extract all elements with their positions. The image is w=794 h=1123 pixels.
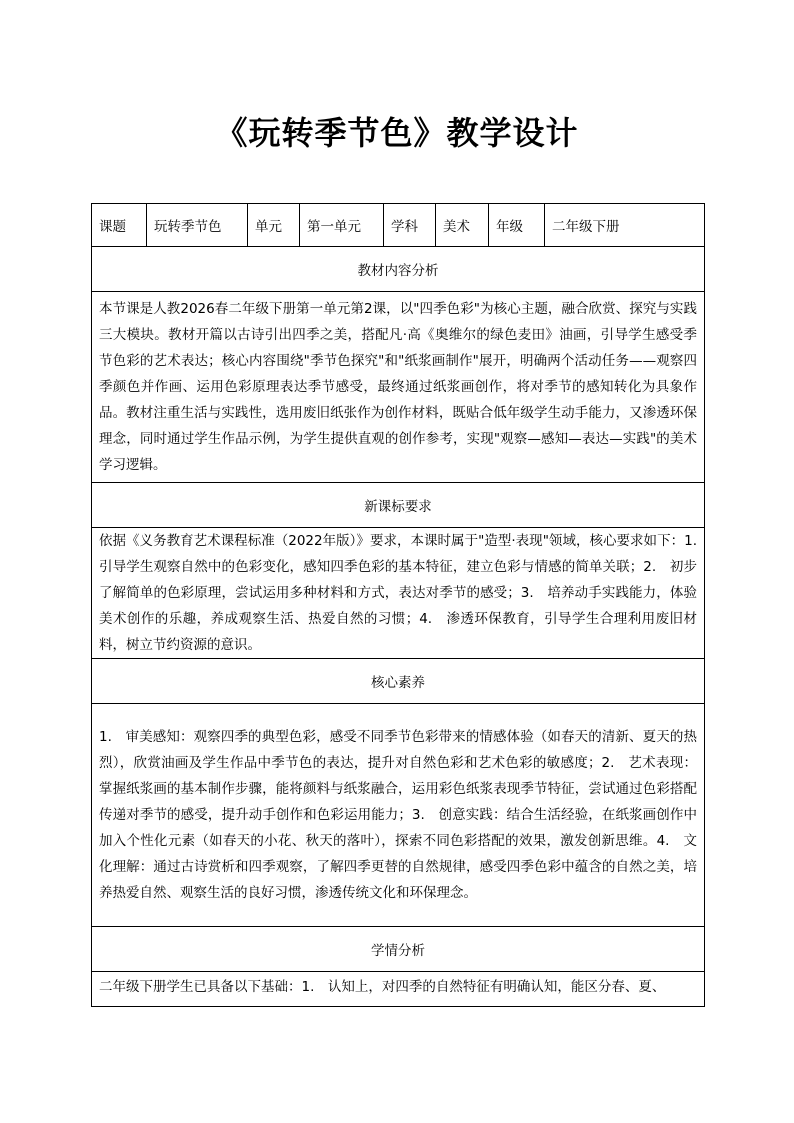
page-title: 《玩转季节色》教学设计 [215, 114, 579, 152]
section-heading-row [92, 483, 705, 528]
section-heading-literacy: 核心素养 [92, 659, 705, 704]
subject-label: 学科 [384, 204, 436, 247]
lesson-plan-table [91, 203, 711, 1007]
section-content-row [92, 704, 705, 927]
section-heading-curriculum: 新课标要求 [92, 483, 705, 528]
section-heading-textbook: 教材内容分析 [92, 247, 705, 292]
topic-label: 课题 [92, 204, 147, 247]
subject-value: 美术 [436, 204, 489, 247]
section-heading-row [92, 927, 705, 972]
section-heading-row [92, 247, 705, 292]
section-content-students: 二年级下册学生已具备以下基础：1. 认知上，对四季的自然特征有明确认知，能区分春、夏、 [99, 979, 666, 995]
section-content-row [92, 292, 705, 483]
topic-value: 玩转季节色 [147, 204, 248, 247]
section-content-curriculum: 依据《义务教育艺术课程标准（2022年版）》要求，本课时属于"造型·表现"领域，核心要求如下：1. 引导学生观察自然中的色彩变化，感知四季色彩的基本特征，建立色彩与情感的简单关联；2. 初步了解简单的色彩原理，尝试运用多种材料和方式，表达对季节的感受；3. 培养动手实践能力，体验美术创作的乐趣，养成观察生活、热爱自然的习惯；4. 渗透环保教育，引导学生合理利用废旧材料，树立节约资源的意识。 [92, 528, 705, 659]
section-content-row [92, 972, 705, 1007]
unit-label: 单元 [248, 204, 300, 247]
section-heading-students: 学情分析 [92, 927, 705, 972]
section-content-literacy: 1. 审美感知：观察四季的典型色彩，感受不同季节色彩带来的情感体验（如春天的清新、夏天的热烈），欣赏油画及学生作品中季节色的表达，提升对自然色彩和艺术色彩的敏感度；2. 艺术表现：掌握纸浆画的基本制作步骤，能将颜料与纸浆融合，运用彩色纸浆表现季节特征，尝试通过色彩搭配传递对季节的感受，提升动手创作和色彩运用能力；3. 创意实践：结合生活经验，在纸浆画创作中加入个性化元素（如春天的小花、秋天的落叶），探索不同色彩搭配的效果，激发创新思维。4. 文化理解：通过古诗赏析和四季观察，了解四季更替的自然规律，感受四季色彩中蕴含的自然之美，培养热爱自然、观察生活的良好习惯，渗透传统文化和环保理念。 [92, 704, 705, 927]
grade-value: 二年级下册 [545, 204, 705, 247]
section-content-textbook: 本节课是人教2026春二年级下册第一单元第2课，以"四季色彩"为核心主题，融合欣赏、探究与实践三大模块。教材开篇以古诗引出四季之美，搭配凡·高《奥维尔的绿色麦田》油画，引导学生感受季节色彩的艺术表达；核心内容围绕"季节色探究"和"纸浆画制作"展开，明确两个活动任务——观察四季颜色并作画、运用色彩原理表达季节感受，最终通过纸浆画创作，将对季节的感知转化为具象作品。教材注重生活与实践性，选用废旧纸张作为创作材料，既贴合低年级学生动手能力，又渗透环保理念，同时通过学生作品示例，为学生提供直观的创作参考，实现"观察—感知—表达—实践"的美术学习逻辑。 [92, 292, 705, 483]
section-content-students-cell [92, 972, 705, 1007]
unit-value: 第一单元 [300, 204, 384, 247]
section-heading-row [92, 659, 705, 704]
section-content-row [92, 528, 705, 659]
grade-label: 年级 [489, 204, 545, 247]
header-row [92, 204, 705, 247]
